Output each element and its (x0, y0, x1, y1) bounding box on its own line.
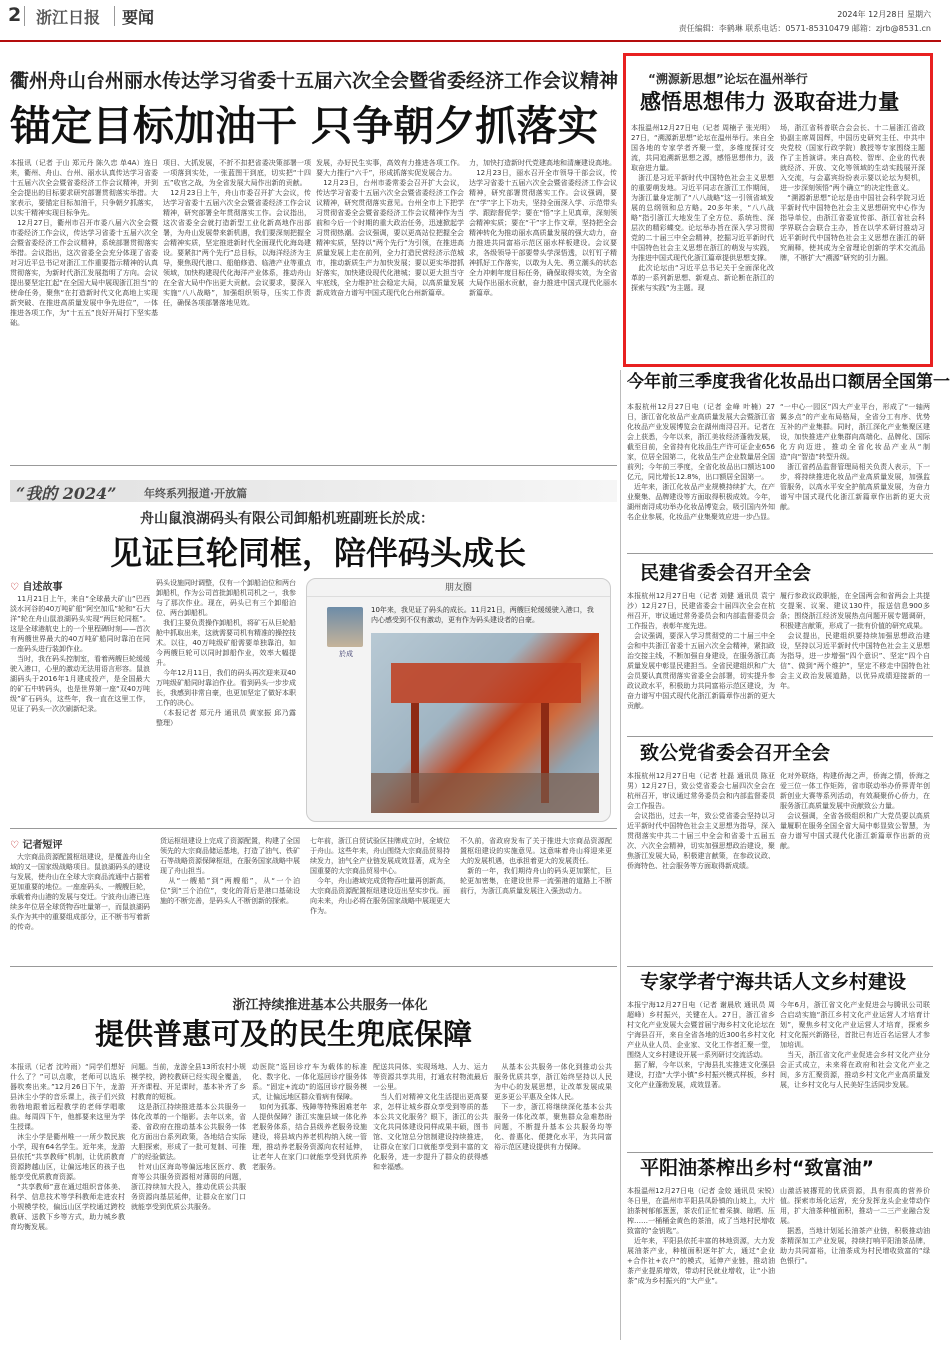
heart-icon: ♡ (10, 840, 19, 851)
divider (627, 736, 933, 737)
forum-headline: 感悟思想伟力 汲取奋进力量 (640, 90, 900, 114)
series-banner-subtitle: 年终系列报道·开放篇 (144, 487, 248, 500)
pingtian-column-2: 山激活被撂荒的优质资源，具有很高的营养价值。探索市场化运营，充分发挥龙头企业带动作用，扩大油茶种植面积，推动一二三产业融合发展。 据悉，当地计划延长油茶产业链，积极推动油茶精深加工产业发展，持续打响平阳油茶品牌，助力共同富裕，让油茶成为村民增收致富的“绿色银行”。 (780, 1187, 930, 1265)
avatar (327, 607, 363, 647)
newspaper-brand: 浙江日报 (36, 8, 101, 27)
reporter-comment-label: ♡ 记者短评 (10, 840, 63, 851)
page-number: 2 (8, 4, 22, 26)
crane-shape (391, 663, 581, 703)
editor-info: 责任编辑：李鹤琳 联系电话：0571-85310479 邮箱：zjrb@8531.cn (678, 24, 931, 33)
series-banner-title: “我的 2024” (16, 484, 117, 503)
column-divider (620, 370, 621, 1340)
zhigong-column-2: 化对外联络，构建侨海之声，侨海之情，侨海之爱三位一体工作矩阵，省市联动举办侨界青年创新创业大赛等系列活动，有效凝聚侨心侨力，在服务浙江高质量发展中贡献致公力量。 会议强调，全省各级组织和广大党员要以高质量履职在服务全国全省大局中彰显致公智慧，为奋力谱写中国式现代化浙江新篇章作出新的贡献。 (780, 772, 930, 850)
minjian-column-2: 履行参政议政职能，在全国两会和省两会上共提交提案、议案、建议130件，报送信息900多条；围绕浙江经济发展热点问题开展专题调研，积极建言献策，形成了一批有价值的研究成果。 会议提出，民建组织要持续加强思想政治建设，坚持以习近平新时代中国特色社会主义思想为指导，进一步增强“四个意识”、坚定“四个自信”、做到“两个维护”，坚定不移走中国特色社会主义政治发展道路，以优异成绩迎接新的一年。 (780, 592, 930, 690)
issue-date: 2024年 12月28日 星期六 (837, 10, 931, 19)
series-column-2: 码头设施同时调整，仅有一个卸船泊位和两台卸船机，作为公司首批卸船机司机之一，我参与了那次作业。现在，码头已有三个卸船泊位、两台卸船机。 我们主要负责操作卸船机，将矿石从巨轮船舱中抓取出来，这就需要司机有精准的操控技术。以往，40万吨级矿船需要单独靠泊，如今两艘巨轮可以同时卸船作业，效率大幅提升。 今年12月11日，我们的码头再次迎来双40万吨级矿船同时靠泊作业。看到码头一步步成长，我感到非常自豪，也更加坚定了做好本职工作的决心。 （本报记者 郑元丹 通讯员 黄家振 邱乃露 整理） (156, 579, 296, 727)
top-story-kicker: 衢州舟山台州丽水传达学习省委十五届六次全会暨省委经济工作会议精神 (10, 70, 619, 92)
experts-column-2: 今年6月，浙江省文化产业促进会与腾讯公司联合启动实施“浙江乡村文化产业运营人才培育计划”，聚焦乡村文化产业运营人才培育，探索乡村文化振兴新路径，首批已有近百名运营人才参加培训。 当天，浙江省文化产业促进会乡村文化产业分会正式成立，未来将在政府和社会文化产业之间，多方汇聚资源，推动乡村文化产业高质量发展，让乡村文化与人民美好生活同步发展。 (780, 1001, 930, 1089)
series-banner (10, 480, 617, 502)
card-text: 10年来，我见证了码头的成长。11月21日，两艘巨轮缓缓驶入港口，我内心感受到不仅有激动，更有作为码头建设者的自豪。 (371, 606, 594, 624)
card-title: 朋友圈 (307, 579, 610, 597)
public-service-column-3: 动医院”巡回诊疗车为载体的标准化、数字化、一体化巡回诊疗服务体系。“固定+流动”的巡回诊疗服务模式，让偏远地区群众看病有保障。 如何为孤寡、残障等特殊困难老年人提供保障？浙江实施县域一体化养老服务体系，结合县级养老服务设施建设，将县域内养老机构纳入统一管理，推动养老服务资源向农村延伸，让老年人在家门口就能享受到优质养老服务。 (252, 1063, 367, 1171)
forum-kicker: “溯源新思想”论坛在温州举行 (648, 72, 808, 86)
zhigong-column-1: 本报杭州12月27日电（记者 杜磊 通讯员 陈亚男）12月27日，致公党省委会七届四次全会在杭州召开，审议通过常务委员会和内部监督委员会工作报告。 会议指出，过去一年，致公党省委会坚持以习近平新时代中国特色社会主义思想为指导，深入贯彻落实中共二十届三中全会和省委十五届五次、六次全会精神，切实加强思想政治建设，聚焦浙江发展大局，积极建言献策，在参政议政、侨海特色、社会服务等方面取得新成绩。 (627, 772, 775, 870)
cosmetics-headline: 今年前三季度我省化妆品出口额居全国第一 (627, 372, 950, 392)
forum-column-1: 本报温州12月27日电（记者 周楠子 张光明）27日，“溯源新思想”论坛在温州举行。来自全国各地的专家学者齐聚一堂，多维度探讨交流，共同追溯新思想之源，感悟思想伟力，汲取奋进力量。 浙江是习近平新时代中国特色社会主义思想的重要萌发地。习近平同志在浙江工作期间，为浙江量身定制了“八八战略”这一引领省域发展的总纲领和总方略。20多年来，“八八战略”指引浙江大地发生了全方位、系统性、深层次的精彩蝶变。论坛举办旨在深入学习贯彻党的二十届三中全会精神，挖掘习近平新时代中国特色社会主义思想在浙江的萌发与实践，为推进中国式现代化浙江篇章提供思想支撑。 此次论坛由“习近平总书记关于全面深化改革的一系列新思想、新观点、新论断在浙江的探索与实践”为主题。现 (631, 124, 774, 292)
top-story-column-1: 本报讯（记者 于山 郑元丹 陈久忠 单4A）连日来，衢州、舟山、台州、丽水认真传达学习省委十五届六次全会暨省委经济工作会议精神，并到全会提出的目标要求研究部署贯彻落实举措。大家表示，要锚定目标加油干，只争朝夕抓落实，以实干精神实现目标争先。 12月27日，衢州市召开市委八届六次全会暨市委经济工作会议，传达学习省委十五届六次全会暨省委经济工作会议精神，系统部署贯彻落实举措。会议指出，这次省委全会充分体现了省委对习近平总书记对浙江工作重要指示精神的认真贯彻落实，为新时代浙江发展指明了方向。会议提出要坚定扛起“在全国大局中展现浙江担当”的使命任务，聚焦“在打造新时代文化高地上实现新突破、在推进高质量发展中争先进位”，一体推进各项工作，为“十五五”良好开局打下坚实基础。 (10, 159, 158, 327)
public-service-column-4: 配送共同体、实现场地、人力、运力等资源共享共用，打通农村物流最后一公里。 当人们对精神文化生活提出更高要求，怎样让城乡群众享受到等质的基本公共文化服务？眼下，浙江的公共文化共同体建设同样成果丰硕，图书馆、文化馆总分馆制建设持续推进，让群众在家门口就能享受到丰富的文化服务，进一步提升了群众的获得感和幸福感。 (373, 1063, 488, 1171)
cosmetics-column-1: 本报杭州12月27日电（记者 金峰 叶楠）27日，浙江省化妆品产业高质量发展大会暨浙江省化妆品产业发展博览会在湖州南浔召开。记者在会上获悉，今年以来，浙江美妆经济蓬勃发展，截至目前，全省持有化妆品生产许可证企业656家，位居全国第二，化妆品生产企业数量居全国前列；今年前三季度，全省化妆品出口额达100亿元，同比增长12.8%，出口额居全国第一。 近年来，浙江化妆品产业规模持续扩大，在产业聚集、品牌建设等方面取得积极成效。今年，湖州南浔成功举办化妆品博览会，吸引国内外知名企业参展，化妆品产业集聚效应进一步凸显。 (627, 403, 775, 521)
commentary-column-1: 大宗商品资源配置枢纽建设，是覆盖舟山全域的又一国家级战略项目。鼠浪湖码头的建设与发展，使舟山在全球大宗商品流通中占据着更加重要的地位。一座座码头、一艘艘巨轮，承载着舟山港的发展与变迁。宁波舟山港已连续多年位居全球货物吞吐量第一，而鼠浪湖码头作为其中的重要组成部分，正不断书写着新的传奇。 (10, 853, 150, 931)
divider (10, 828, 617, 829)
heart-icon: ♡ (10, 582, 19, 593)
divider (627, 1152, 933, 1153)
divider (627, 966, 933, 967)
top-story-column-4: 力，加快打造新时代党建高地和清廉建设高地。 12月23日，丽水召开全市领导干部会议，传达学习省委十五届六次全会暨省委经济工作会议精神，研究部署贯彻落实工作。会议强调，要在“学”字上下功夫，坚持全面深入学、示范带头学、跟踪督促学；要在“悟”字上见真章，深刻领会精神实质；要在“干”字上作文章，坚持把全会精神转化为推动丽水高质量发展的强大动力，奋力推进共同富裕示范区丽水样板建设。会议要求，各级领导干部要带头学深悟透，以钉钉子精神抓好工作落实，以敢为人先、勇立潮头的状态全力冲刺年度目标任务，确保取得实效，为全省大局作出丽水贡献，奋力推进中国式现代化丽水新篇章。 (469, 159, 617, 297)
header-divider (24, 6, 25, 26)
divider (10, 966, 617, 967)
top-story-column-2: 项目、大抓发展，不折不扣把省委决策部署一项一项落到实处，一张蓝图干到底，切实把“十四五”收官之战，为全省发展大局作出新的贡献。 12月23日上午，舟山市委召开扩大会议，传达学习省委十五届六次全会暨省委经济工作会议精神，研究部署全年贯彻落实工作。会议指出，这次省委全会就打造新型工业化新高地作出部署，为舟山发展带来新机遇，我们要深刻把握全会精神实质，坚定推进新时代全面现代化海岛建设。要紧扣“两个先行”总目标，以海洋经济为主导，聚焦现代港口、船舶修造、临港产业等重点领域，加快构建现代化海洋产业体系，推动舟山在全省大局中作出更大贡献。会议要求，要深入实施“八八战略”，加强组织领导，压实工作责任，确保各项部署落地见效。 (163, 159, 311, 307)
page-header (0, 0, 941, 42)
public-service-column-1: 本报讯（记者 沈吟雨）“同学们想好什么了？”可以点歌，老师可以选乐器吹奏出来。”12月26日下午，龙游县沐尘小学的音乐课上，孩子们兴致勃勃地跟着远程教学的老师学唱歌曲。每周四下午，他都要来这里为学生授课。 沐尘小学是衢州唯一一所少数民族小学，现有64名学生。近年来，龙游县依托“共享教师”机制，让优质教育资源跨越山区，让偏远地区的孩子也能享受优质教育资源。 “共享教师”意在通过组织音体美、科学、信息技术等学科教师走进农村小规模学校，偏远山区学校通过跨校教研、送教下乡等方式，助力城乡教育均衡发展。 (10, 1063, 125, 1231)
top-story-headline: 锚定目标加油干 只争朝夕抓落实 (10, 102, 599, 150)
divider (10, 465, 617, 466)
commentary-column-2: 货运枢纽建设上完成了资源配置，构建了全国领先的大宗商品储运基地，打造了油气、铁矿石等战略资源保障枢纽，在服务国家战略中展现了舟山担当。 从“一艘船”到“两艘船”，从“一个泊位”到“三个泊位”，变化的背后是港口基础设施的不断完善，是码头人不断创新的探索。 (160, 837, 300, 905)
series-headline: 见证巨轮同框，陪伴码头成长 (110, 534, 527, 572)
minjian-headline: 民建省委会召开全会 (640, 562, 812, 584)
minjian-column-1: 本报杭州12月27日电（记者 刘健 通讯员 袁宁沙）12月27日，民建省委会十届四次全会在杭州召开，审议通过常务委员会和内部监督委员会工作报告，表彰年度先进。 会议强调，要深入学习贯彻党的二十届三中全会和中共浙江省委十五届六次全会精神，紧扣政治交接主线，不断加强自身建设，在服务浙江高质量发展中彰显民建担当。全省民建组织和广大会员要认真贯彻落实省委全会部署，切实提升参政议政水平，积极助力共同富裕示范区建设，为奋力谱写中国式现代化浙江新篇章作出新的更大贡献。 (627, 592, 775, 710)
public-service-headline: 提供普惠可及的民生兜底保障 (95, 1017, 473, 1051)
divider (627, 553, 933, 554)
header-divider-2 (114, 6, 115, 26)
public-service-column-5: 从基本公共服务一体化到推动公共服务优质共享，浙江始终坚持以人民为中心的发展思想，让改革发展成果更多更公平惠及全体人民。 下一步，浙江将继续深化基本公共服务一体化改革，聚焦群众急难愁盼问题，不断提升基本公共服务均等化、普惠化、便捷化水平，为共同富裕示范区建设提供有力保障。 (494, 1063, 612, 1151)
experts-headline: 专家学者宁海共话人文乡村建设 (640, 971, 907, 993)
experts-column-1: 本报宁海12月27日电（记者 谢晨欣 通讯员 周超峰）乡村振兴，关键在人。27日，浙江省乡村文化产业发展大会暨首届宁海乡村文化论坛在宁海县召开，来自全省各地的近300名乡村文化产业从业人员、企业家、文化工作者汇聚一堂，围绕人文乡村建设开展一系列研讨交流活动。 据了解，今年以来，宁海县扎实推进文化强县建设，打造“大学小镇”乡村振兴模式样板，乡村文化产业蓬勃发展，成效显著。 (627, 1001, 775, 1089)
section-title: 要闻 (122, 8, 155, 27)
public-service-kicker: 浙江持续推进基本公共服务一体化 (232, 998, 428, 1013)
zhigong-headline: 致公党省委会召开全会 (640, 742, 831, 764)
self-story-label: ♡ 自述故事 (10, 582, 63, 593)
public-service-column-2: 问题。当前，龙游全县13所农村小规模学校，跨校教研已经实现全覆盖，开齐课程、开足课时，基本补齐了乡村教育的短板。 这是浙江持续推进基本公共服务一体化改革的一个缩影。去年以来，省委、省政府在推动基本公共服务一体化方面出台系列政策，各地结合实际大胆探索，形成了一批可复制、可推广的经验做法。 针对山区海岛等偏远地区医疗、教育等公共服务资源相对薄弱的问题，浙江持续加大投入，推动优质公共服务资源向基层延伸，让群众在家门口就能享受到优质公共服务。 (131, 1063, 246, 1211)
port-photo (371, 633, 599, 813)
pingtian-headline: 平阳油茶榨出乡村“致富油” (640, 1157, 874, 1179)
series-column-1: 11月21日上午，来自“全球最大矿山”巴西淡水河谷的40万吨矿船“阿空加瓜”轮和“石大洋”轮在舟山鼠浪湖码头实现“两巨轮同框”。这是全球港航史上的一个里程碑时刻——首次有两艘世界最大的40万吨矿船同时靠泊在同一座码头进行装卸作业。 当时，我在码头控制室，看着两艘巨轮缓缓驶入港口，心里的激动无法用语言形容。鼠浪湖码头于2016年1月建成投产，是全国最大的矿石中转码头，也是世界第一座“双40万吨级”矿石码头，这些年，我一直在这里工作，见证了码头一次次刷新纪录。 (10, 595, 150, 713)
phone-card (306, 578, 611, 822)
commentary-column-4: 不久前，省政府发布了关于推进大宗商品资源配置枢纽建设的实施意见。这意味着舟山将迎来更大的发展机遇，也承担着更大的发展责任。 新的一年，我们期待舟山的码头更加繁忙，巨轮更加密集，在建设世界一流强港的道路上不断前行，为浙江高质量发展注入强劲动力。 (460, 837, 612, 895)
pingtian-column-1: 本报温州12月27日电（记者 金姣 通讯员 宋锐）冬日里，在温州市平阳县凤卧镇的山坡上，大片油茶树郁郁葱葱，茶农们正忙着采摘、晾晒、压榨……一桶桶金黄色的茶油，成了当地村民增收致富的“金钥匙”。 近年来，平阳县依托丰富的林地资源，大力发展油茶产业，种植面积逐年扩大，通过“企业+合作社+农户”的模式，延伸产业链，推动油茶产业提质增效，带动村民就业增收，让“小油茶”成为乡村振兴的“大产业”。 (627, 1187, 775, 1285)
series-kicker: 舟山鼠浪湖码头有限公司卸船机班副班长於成： (140, 511, 434, 527)
cosmetics-column-2: “一中心一园区”四大产业平台，形成了“一轴两翼多点”的产业布局格局，全省分工有序、优势互补的产业集群。同时，浙江深化产业集聚区建设，加快推进产业集群向高端化、品牌化、国际化方向迈进，推动全省化妆品产业从“制造”向“智造”转型升级。 浙江省药品监督管理局相关负责人表示，下一步，将持续推进化妆品产业高质量发展，加强监管服务，以高水平安全护航高质量发展，为奋力谱写中国式现代化浙江新篇章作出新的更大贡献。 (780, 403, 930, 511)
ship-hull (371, 773, 599, 813)
commentary-column-3: 七年前，浙江自贸试验区挂牌成立时，全域位于舟山。这些年来，舟山围绕大宗商品贸易持续发力，油气全产业链发展成效显著，成为全国重要的大宗商品贸易中心。 今年，舟山港域完成货物吞吐量再创新高，大宗商品资源配置枢纽建设迈出坚实步伐。面向未来，舟山必将在服务国家战略中展现更大作为。 (310, 837, 450, 915)
card-name: 於成 (339, 650, 353, 658)
top-story-column-3: 发展，办好民生实事，高效有力推进各项工作。要大力推行“六千”，形成抓落实促发展合力。 12月23日，台州市委常委会召开扩大会议，传达学习省委十五届六次全会暨省委经济工作会议精神，研究贯彻落实意见。台州全市上下把学习贯彻省委全会暨省委经济工作会议精神作为当前和今后一个时期的重大政治任务，迅速掀起学习贯彻热潮。会议强调，要以更高站位把握全会精神实质，坚持以“两个先行”为引领，在推进高质量发展上走在前列，全力打造民营经济示范城市，推动新质生产力加快发展；要以更实举措抓好落实，加快建设现代化港城；要以更大担当守牢底线，全力维护社会稳定大局，以高质量发展新成效奋力谱写中国式现代化台州新篇章。 (316, 159, 464, 297)
forum-column-2: 场，浙江省科普联合会会长、十二届浙江省政协副主席周国辉，中国历史研究主任、中共中央党校（国家行政学院）教授等专家围绕主题作了主旨演讲。来自高校、智库、企业的代表就经济、开放、文化等领域的生动实践展开深入交流，与会嘉宾纷纷表示要以论坛为契机，进一步深刻领悟“两个确立”的决定性意义。 “溯源新思想”论坛是由中国社会科学院习近平新时代中国特色社会主义思想研究中心作为指导单位，由浙江省委宣传部、浙江省社会科学界联合会联合主办，旨在以学术研讨推动习近平新时代中国特色社会主义思想在浙江的研究阐释，使其成为全省理论创新的学术交流品牌，不断扩大“溯源”研究的引力圈。 (780, 124, 925, 262)
